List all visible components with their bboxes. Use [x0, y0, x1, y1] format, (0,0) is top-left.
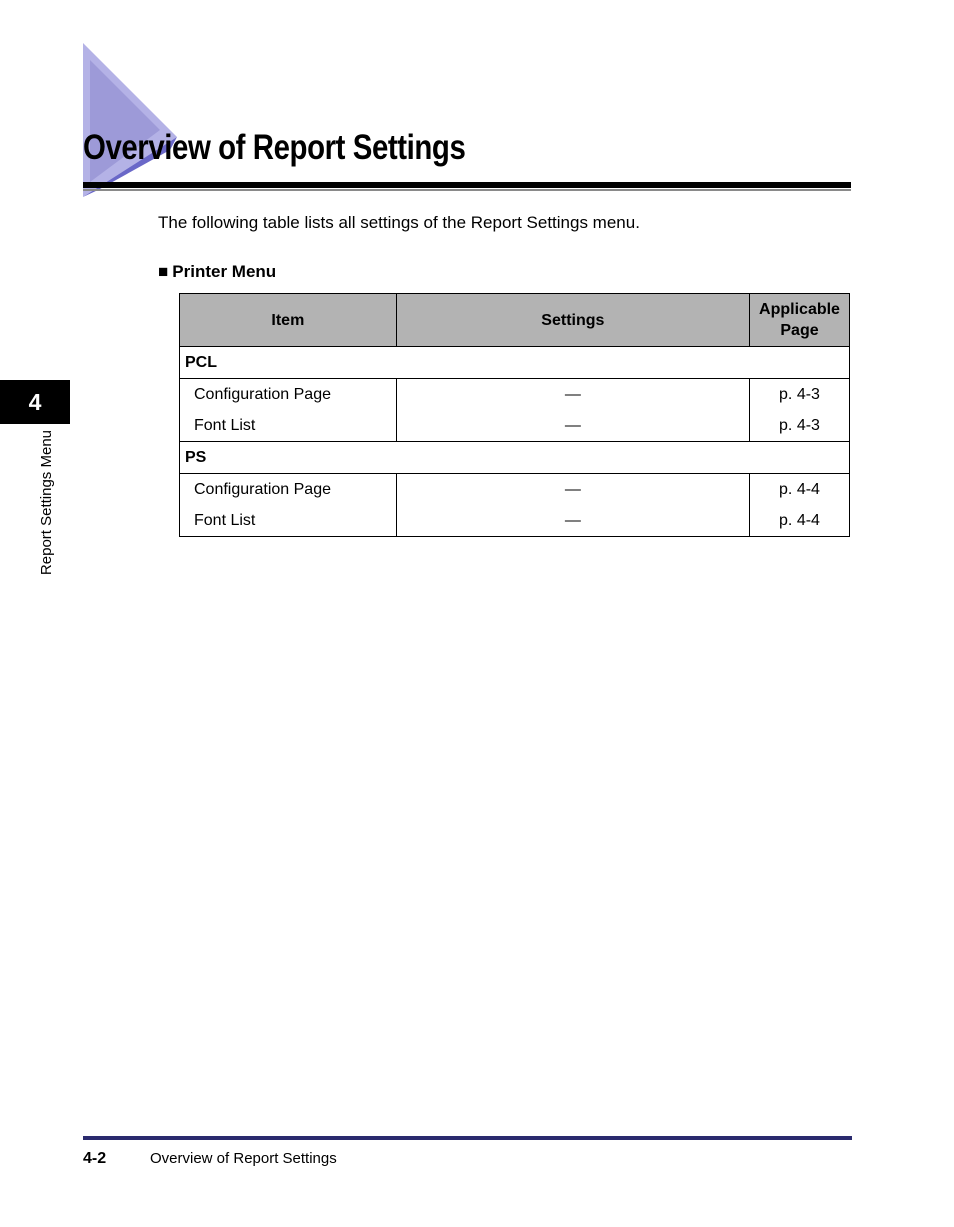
- group-label: PS: [180, 442, 850, 474]
- cell-item: Configuration Page: [180, 379, 397, 411]
- cell-settings: —: [396, 505, 749, 537]
- title-triangle-decoration: [80, 40, 190, 205]
- cell-item: Font List: [180, 505, 397, 537]
- table-group-row: [180, 442, 850, 474]
- footer-title: Overview of Report Settings: [150, 1150, 337, 1167]
- table-row: [180, 505, 850, 537]
- cell-settings: —: [396, 410, 749, 442]
- chapter-tab: 4: [0, 380, 70, 424]
- column-header-applicable-page: [750, 294, 850, 347]
- page-title: Overview of Report Settings: [83, 128, 466, 167]
- section-heading: [158, 262, 276, 282]
- table-row: [180, 379, 850, 411]
- square-bullet-icon: ■: [158, 262, 169, 281]
- table-row: [180, 410, 850, 442]
- title-rule-shadow: [83, 189, 851, 191]
- cell-page-reference: p. 4-4: [750, 474, 850, 506]
- column-header-page-line1: Applicable: [759, 301, 840, 318]
- footer-page-number: 4-2: [83, 1150, 107, 1167]
- cell-item: Configuration Page: [180, 474, 397, 506]
- cell-settings: —: [396, 474, 749, 506]
- column-header-page-line2: Page: [780, 322, 819, 339]
- cell-page-reference: p. 4-3: [750, 410, 850, 442]
- section-heading-text: Printer Menu: [172, 262, 277, 281]
- cell-item: Font List: [180, 410, 397, 442]
- cell-settings: —: [396, 379, 749, 411]
- table-row: [180, 474, 850, 506]
- cell-page-reference: p. 4-3: [750, 379, 850, 411]
- title-rule: [83, 182, 851, 188]
- cell-page-reference: p. 4-4: [750, 505, 850, 537]
- group-label: PCL: [180, 347, 850, 379]
- intro-paragraph: The following table lists all settings of the Report Settings menu.: [158, 213, 640, 232]
- chapter-side-label: Report Settings Menu: [38, 430, 55, 576]
- table-header-row: [180, 294, 850, 347]
- column-header-item: Item: [180, 294, 397, 347]
- table-group-row: [180, 347, 850, 379]
- footer-rule: [83, 1136, 852, 1140]
- column-header-settings: Settings: [396, 294, 749, 347]
- report-settings-table: [179, 293, 850, 537]
